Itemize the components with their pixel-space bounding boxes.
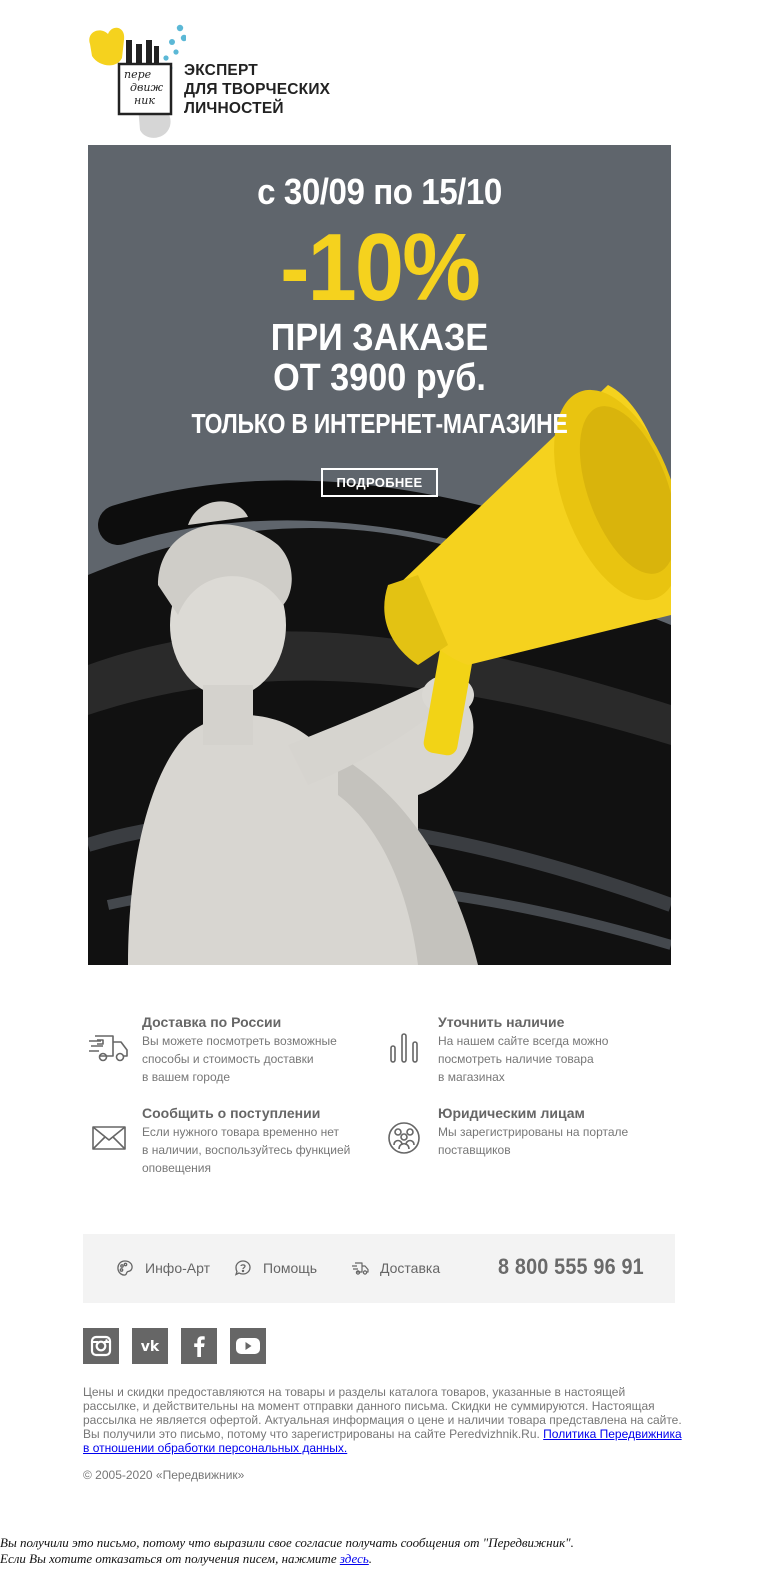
feature-notify[interactable] bbox=[83, 1101, 373, 1181]
svg-text:vk: vk bbox=[140, 1339, 160, 1355]
feature-title: Уточнить наличие bbox=[438, 1014, 565, 1030]
promo-condition-line2: ОТ 3900 руб. bbox=[273, 357, 486, 399]
youtube-button[interactable] bbox=[230, 1328, 266, 1364]
disclaimer-line bbox=[83, 1427, 683, 1441]
facebook-button[interactable] bbox=[181, 1328, 217, 1364]
unsubscribe-note bbox=[0, 1535, 574, 1567]
footer-link-label: Инфо-Арт bbox=[145, 1260, 210, 1276]
instagram-icon bbox=[83, 1328, 119, 1364]
feature-desc-line: в магазинах bbox=[438, 1070, 505, 1084]
promo-discount: -10% bbox=[280, 214, 479, 321]
feature-description bbox=[142, 1032, 367, 1086]
disclaimer-line: рассылка не является офертой. Актуальная информация о цене и наличии товара представлена на сайте. bbox=[83, 1413, 682, 1427]
vk-icon bbox=[132, 1328, 168, 1364]
promo-online-only: ТОЛЬКО В ИНТЕРНЕТ-МАГАЗИНЕ bbox=[191, 408, 568, 439]
feature-desc-line: Вы можете посмотреть возможные bbox=[142, 1034, 337, 1048]
feature-description bbox=[438, 1032, 663, 1086]
privacy-policy-link-cont[interactable]: в отношении обработки персональных данных. bbox=[83, 1441, 348, 1455]
vk-button[interactable] bbox=[132, 1328, 168, 1364]
feature-desc-line: поставщиков bbox=[438, 1143, 511, 1157]
footer-link-label: Доставка bbox=[380, 1260, 441, 1276]
truck-small-icon bbox=[351, 1259, 369, 1277]
disclaimer-line: Цены и скидки предоставляются на товары и разделы каталога товаров, указанные в настоящей bbox=[83, 1385, 626, 1399]
feature-availability[interactable] bbox=[379, 1010, 669, 1090]
unsubscribe-text: Если Вы хотите отказаться от получения писем, нажмите bbox=[0, 1551, 340, 1566]
promo-condition-line1: ПРИ ЗАКАЗЕ bbox=[270, 317, 489, 359]
consent-text: Вы получили это письмо, потому что выразили свое согласие получать сообщения от "Передвижник". bbox=[0, 1535, 574, 1550]
feature-title: Сообщить о поступлении bbox=[142, 1105, 321, 1121]
feature-delivery[interactable] bbox=[83, 1010, 373, 1090]
disclaimer-text: Вы получили это письмо, потому что зарегистрированы на сайте Peredvizhnik.Ru. bbox=[83, 1427, 544, 1441]
phone-number[interactable]: 8 800 555 96 91 bbox=[498, 1254, 644, 1279]
feature-desc-line: оповещения bbox=[142, 1161, 211, 1175]
people-group-icon bbox=[383, 1117, 425, 1159]
footer-nav-bar bbox=[83, 1234, 675, 1303]
logo-tagline-line: ЛИЧНОСТЕЙ bbox=[184, 100, 284, 117]
promo-banner[interactable] bbox=[88, 145, 671, 965]
envelope-icon bbox=[87, 1117, 129, 1159]
palette-icon bbox=[116, 1259, 134, 1277]
logo-tagline-line: ЭКСПЕРТ bbox=[184, 62, 258, 79]
logo-badge-line: ник bbox=[134, 94, 155, 107]
footer-link-label: Помощь bbox=[263, 1260, 318, 1276]
feature-desc-line: способы и стоимость доставки bbox=[142, 1052, 314, 1066]
privacy-policy-link[interactable]: Политика Передвижника bbox=[543, 1427, 682, 1441]
logo-badge-line: пере bbox=[124, 68, 152, 81]
logo-tagline-line: ДЛЯ ТВОРЧЕСКИХ bbox=[184, 81, 331, 98]
feature-description bbox=[438, 1123, 663, 1159]
logo-tagline bbox=[184, 61, 330, 118]
bar-chart-icon bbox=[383, 1026, 425, 1068]
facebook-icon bbox=[181, 1328, 217, 1364]
feature-desc-line: в вашем городе bbox=[142, 1070, 231, 1084]
feature-title: Юридическим лицам bbox=[438, 1105, 585, 1121]
disclaimer-line bbox=[83, 1441, 683, 1455]
feature-desc-line: в наличии, воспользуйтесь функцией bbox=[142, 1143, 351, 1157]
brand-logo[interactable] bbox=[86, 14, 331, 142]
youtube-icon bbox=[230, 1328, 266, 1364]
feature-desc-line: Мы зарегистрированы на портале bbox=[438, 1125, 629, 1139]
features-section bbox=[83, 1010, 675, 1180]
logo-badge-line: движ bbox=[130, 81, 163, 94]
delivery-truck-icon bbox=[87, 1026, 129, 1068]
disclaimer-line: рассылке, и действительны на момент отправки данного письма. Скидки не суммируются. Настоящая bbox=[83, 1399, 655, 1413]
copyright: © 2005-2020 «Передвижник» bbox=[83, 1468, 245, 1482]
feature-desc-line: На нашем сайте всегда можно bbox=[438, 1034, 609, 1048]
unsubscribe-line bbox=[0, 1551, 574, 1567]
promo-dates: с 30/09 по 15/10 bbox=[257, 171, 502, 212]
more-details-button[interactable]: ПОДРОБНЕЕ bbox=[321, 468, 438, 497]
unsubscribe-end: . bbox=[368, 1551, 373, 1566]
feature-title: Доставка по России bbox=[142, 1014, 282, 1030]
feature-desc-line: посмотреть наличие товара bbox=[438, 1052, 594, 1066]
legal-disclaimer bbox=[83, 1385, 683, 1455]
feature-desc-line: Если нужного товара временно нет bbox=[142, 1125, 340, 1139]
unsubscribe-link[interactable]: здесь bbox=[339, 1551, 369, 1566]
help-bubble-icon bbox=[234, 1259, 252, 1277]
instagram-button[interactable] bbox=[83, 1328, 119, 1364]
feature-legal-entities[interactable] bbox=[379, 1101, 669, 1181]
feature-description bbox=[142, 1123, 367, 1177]
